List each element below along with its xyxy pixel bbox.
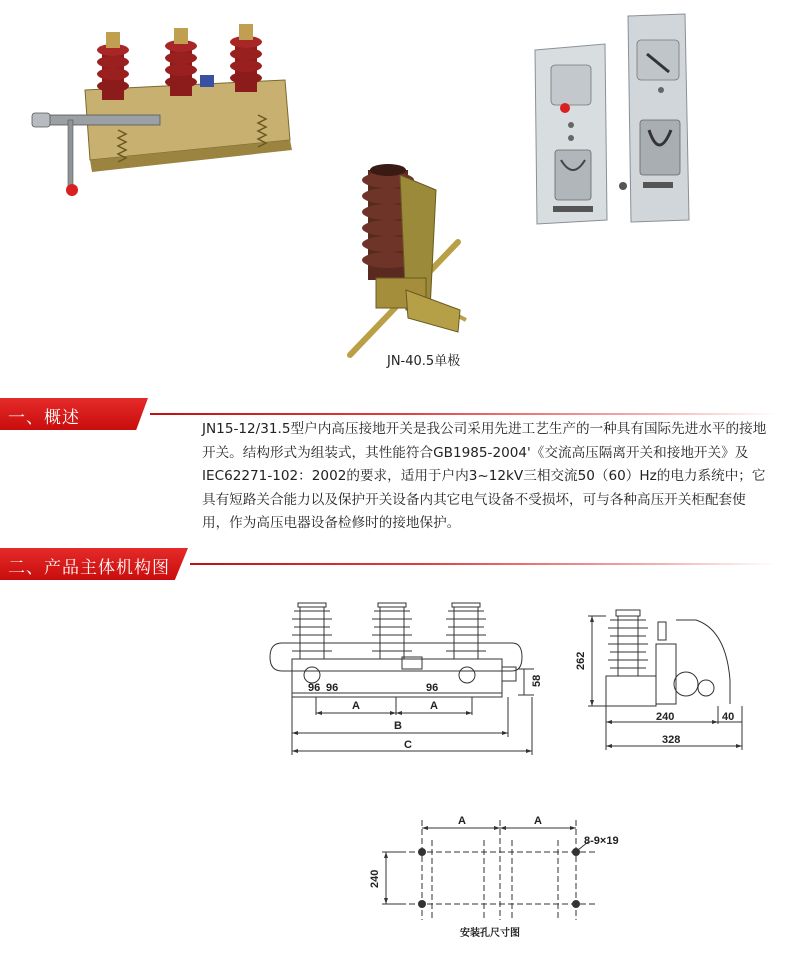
front-dim-96-c: 96: [426, 682, 439, 694]
mount-hole-spec: 8-9×19: [584, 835, 619, 847]
section-header-structure: [0, 548, 800, 580]
front-dim-A-right: A: [430, 700, 438, 712]
section-title-overview: 一、概述: [8, 408, 80, 428]
front-insulator-2: [372, 603, 412, 659]
front-dim-96-b: 96: [326, 682, 339, 694]
mount-dim-240: 240: [369, 869, 381, 888]
photo-interlock-panels: [525, 10, 700, 225]
photo-single-pole: [340, 160, 470, 360]
front-dim-58: 58: [531, 674, 543, 687]
front-view-drawing: [262, 595, 552, 765]
overview-paragraph: [202, 418, 772, 536]
mount-drawing-title: 安装孔尺寸图: [460, 928, 520, 939]
front-dim-A-left: A: [352, 700, 360, 712]
front-dim-B: B: [394, 720, 402, 732]
mount-dim-A-right: A: [534, 815, 542, 827]
side-dim-328: 328: [662, 734, 681, 746]
side-dim-240: 240: [656, 711, 675, 723]
mount-dim-A-left: A: [458, 815, 466, 827]
photo-caption: JN-40.5单极: [387, 354, 461, 369]
side-view-drawing: [570, 600, 770, 760]
overview-text: JN15-12/31.5型户内高压接地开关是我公司采用先进工艺生产的一种具有国际先进水平的接地开关。结构形式为组装式，其性能符合GB1985-2004'《交流高压隔离开关和接地开关》及IEC62271-102：2002的要求，适用于户内3~12kV三相交流50（60）Hz的电力系统中；它具有短路关合能力以及保护开关设备内其它电气设备不受损坏，可与各种高压开关柜配套使用，作为高压电器设备检修时的接地保护。: [202, 421, 767, 531]
front-dim-C: C: [404, 739, 412, 751]
photo-three-pole-switch: [30, 20, 300, 205]
side-dim-262: 262: [575, 651, 587, 670]
front-insulator-1: [292, 603, 332, 659]
front-dim-96-a: 96: [308, 682, 321, 694]
section-title-structure: 二、产品主体机构图: [8, 558, 170, 578]
front-insulator-3: [446, 603, 486, 659]
mounting-holes-drawing: [360, 810, 640, 940]
side-dim-40: 40: [722, 711, 735, 723]
